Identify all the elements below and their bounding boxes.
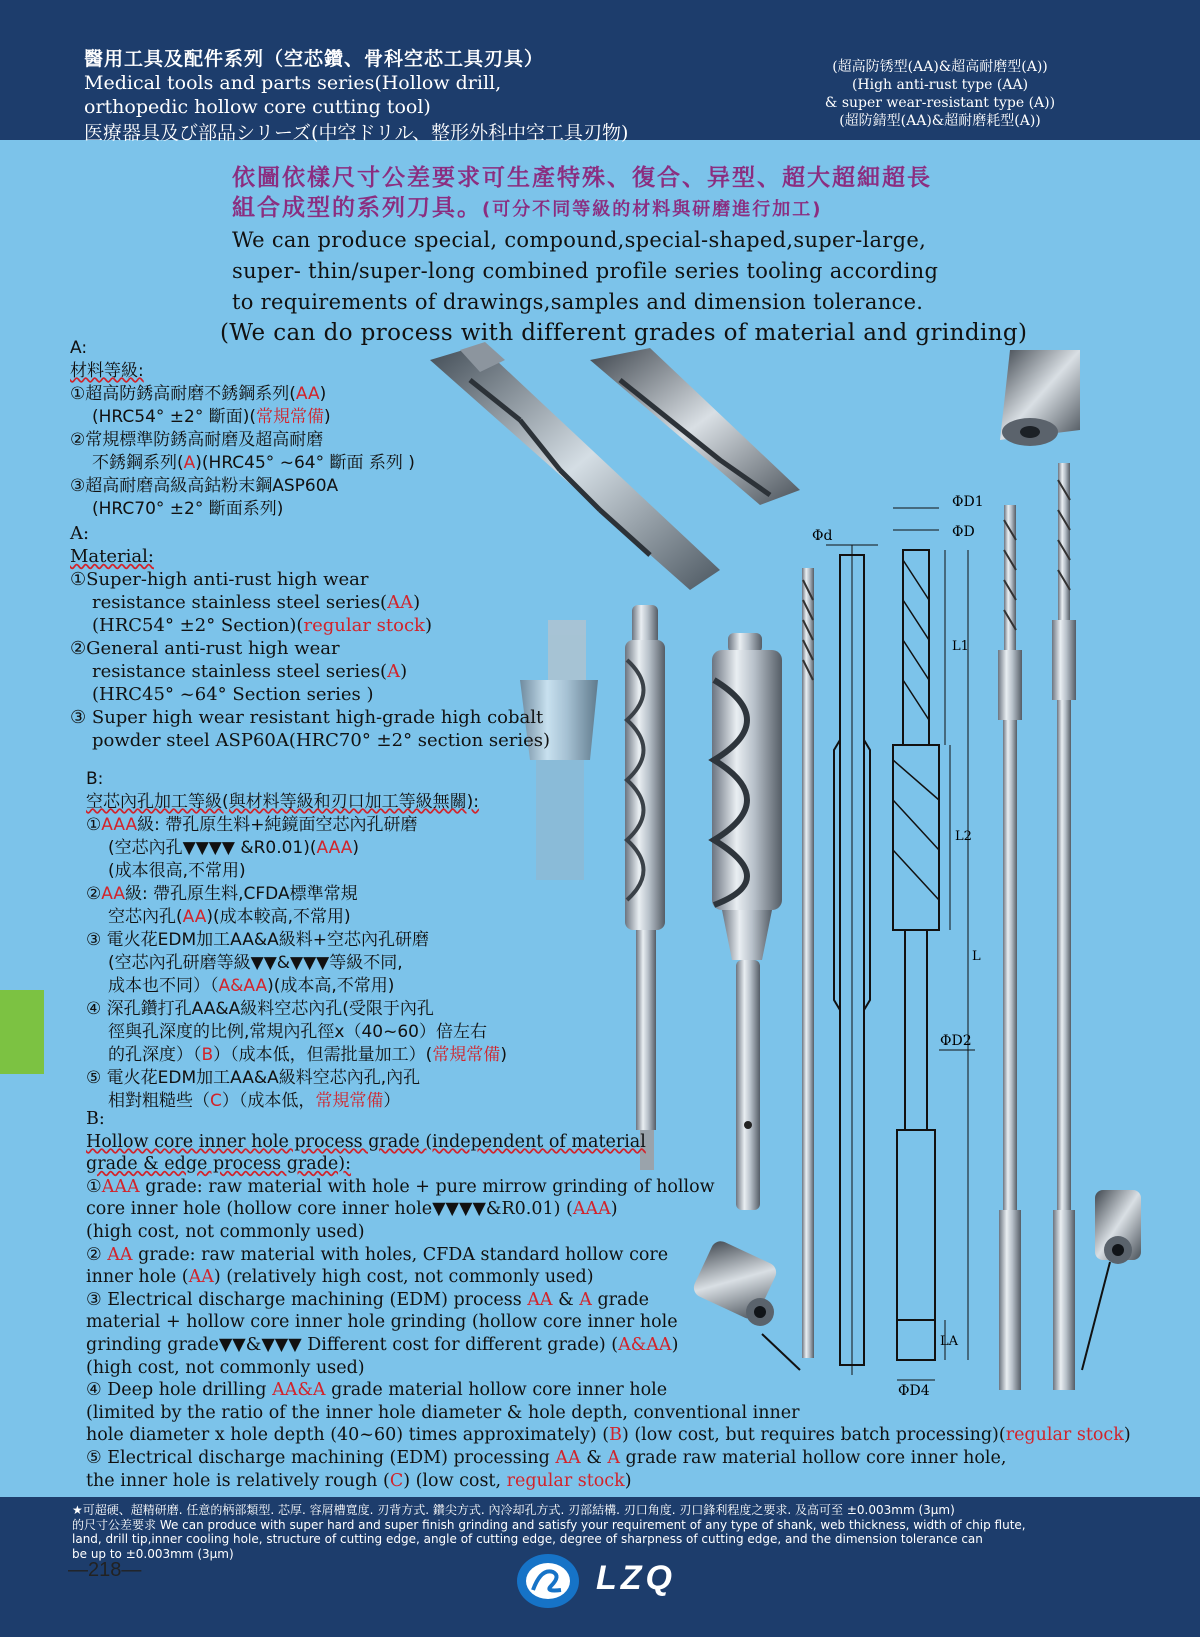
section-tab-marker (0, 990, 44, 1074)
intro-zh-line-1: 依圖依樣尺寸公差要求可生產特殊、復合、异型、超大超細超長 (232, 165, 932, 191)
dim-label-d1: ΦD1 (952, 494, 984, 510)
text: core inner hole (hollow core inner hole▼▼▼▼&R0.01) ( (86, 1199, 573, 1220)
grade-a: A (387, 661, 401, 682)
grade-aa: AA (101, 884, 125, 904)
footer-note-line-2: 的尺寸公差要求 We can produce with super hard and super finish grinding and satisfy your requirement of any type of shank, web thickness, width of chip flute, (72, 1517, 1026, 1532)
intro-en-line-2: super- thin/super-long combined profile series tooling according (232, 259, 939, 283)
section-b-en-heading-2: grade & edge process grade): (86, 1154, 352, 1175)
grade-aa: AA (107, 1244, 133, 1265)
grade-a: A (579, 1289, 592, 1310)
section-b-zh-item-4c (86, 1044, 507, 1067)
section-a-en-item-2: ②General anti-rust high wear (70, 638, 340, 659)
regular-stock: regular stock (506, 1470, 625, 1491)
section-a-en-item-1b (70, 591, 550, 614)
footer-note-line-3: land, drill tip,inner cooling hole, structure of cutting edge, angle of cutting edge, degree of sharpness of cutting edge, and the dimension tolerance can (72, 1532, 983, 1546)
section-b-en-item-2b (86, 1266, 1131, 1289)
section-b-zh-item-3b: (空芯內孔研磨等級▼▼&▼▼▼等級不同, (108, 953, 403, 973)
grade-aa: AA (555, 1447, 581, 1468)
grade-aaa: AAA (572, 1199, 611, 1220)
section-a-zh-item-3b: (HRC70° ±2° 斷面系列) (92, 499, 284, 519)
section-b-zh-item-2 (86, 883, 507, 906)
text: ) (624, 1470, 632, 1491)
text: ② (86, 1244, 108, 1265)
footer-note-line-1: ★可超硬、超精研磨. 任意的柄部類型. 芯厚. 容屑槽寬度. 刃背方式. 鑽尖方式. 內冷却孔方式. 刃部結構. 刃口角度. 刃口鋒利程度之要求. 及高可至 ±0.003mm (3μm) (72, 1503, 955, 1517)
page-number: —218— (68, 1559, 142, 1581)
text: ) (324, 407, 331, 427)
lzq-logo-icon (515, 1552, 581, 1610)
text: ) (424, 615, 432, 636)
text: ) (relatively high cost, not commonly used) (213, 1267, 594, 1288)
intro-en-line-3: to requirements of drawings,samples and dimension tolerance. (232, 290, 924, 314)
regular-stock: 常規常備 (315, 1091, 384, 1111)
intro-zh-line-2b: (可分不同等級的材料與研磨進行加工) (482, 199, 823, 220)
dim-label-la: LA (940, 1334, 959, 1349)
regular-stock: 常規常備 (432, 1045, 501, 1065)
section-a-zh (70, 337, 415, 521)
text: ）（成本低，但需批量加工）( (213, 1045, 433, 1065)
grade-c: C (210, 1091, 222, 1111)
dim-label-d: ΦD (952, 524, 975, 540)
section-a-en-item-3b: powder steel ASP60A(HRC70° ±2° section series) (92, 730, 551, 751)
section-a-en-item-1c (70, 614, 550, 637)
section-a-en-item-2b (70, 660, 550, 683)
section-b-zh-item-3: ③ 電火花EDM加工AA&A級料+空芯內孔研磨 (86, 930, 430, 950)
text: ) (610, 1199, 618, 1220)
text: ⑤ Electrical discharge machining (EDM) processing (86, 1447, 556, 1468)
text: ) (671, 1334, 679, 1355)
text: & (552, 1289, 580, 1310)
grade-b: B (609, 1425, 622, 1446)
page-footer (0, 1497, 1200, 1637)
text: ) (352, 838, 359, 858)
section-a-en (70, 522, 550, 752)
section-b-zh-label: B: (86, 769, 104, 789)
grade-aa: AA (188, 1267, 214, 1288)
text: ) (low cost, but requires batch processing)( (621, 1425, 1006, 1446)
text: grinding grade▼▼&▼▼▼ Different cost for different grade) ( (86, 1334, 619, 1355)
footer-note (72, 1503, 1132, 1561)
header-right-line-4: (超防錆型(AA)&超耐磨耗型(A)) (839, 113, 1041, 129)
section-a-en-label: A: (70, 523, 90, 544)
grade-c: C (389, 1470, 404, 1491)
section-a-zh-item-2: ②常規標準防銹高耐磨及超高耐磨 (70, 430, 324, 450)
header-en-title-1: Medical tools and parts series(Hollow drill, (84, 72, 502, 94)
grade-aaa: AAA (101, 1176, 140, 1197)
section-b-zh-item-3c (86, 975, 507, 998)
grade-aaa: AAA (316, 838, 353, 858)
grade-a: A (183, 453, 196, 473)
section-b-zh-item-1 (86, 814, 507, 837)
grade-b: B (201, 1045, 214, 1065)
section-b-en-item-1c: (high cost, not commonly used) (86, 1221, 365, 1242)
section-a-en-item-1: ①Super-high anti-rust high wear (70, 569, 369, 590)
hollow-drill-photo-3 (1000, 350, 1080, 446)
dim-label-l2: L2 (955, 829, 972, 844)
grade-aaa: AAA (101, 815, 138, 835)
text: resistance stainless steel series( (92, 661, 388, 682)
text: ) (low cost, (403, 1470, 507, 1491)
text: )(成本高,不常用) (267, 976, 395, 996)
dim-label-d2: ΦD2 (940, 1033, 972, 1049)
section-b-zh-item-4b: 徑與孔深度的比例,常規內孔徑x（40~60）倍左右 (108, 1022, 487, 1042)
header-right-line-3: & super wear-resistant type (A)) (824, 95, 1056, 111)
section-b-en (86, 1108, 1131, 1492)
text: ④ Deep hole drilling (86, 1380, 273, 1401)
section-b-en-item-5b (86, 1470, 1131, 1493)
text: ③ Electrical discharge machining (EDM) process (86, 1289, 528, 1310)
section-b-zh-heading: 空芯內孔加工等級(與材料等級和刃口加工等級無關): (86, 792, 479, 812)
dim-label-small-d: Φd (812, 528, 833, 544)
section-b-en-label: B: (86, 1109, 105, 1129)
section-b-en-item-3 (86, 1289, 1131, 1312)
text: grade material hollow core inner hole (325, 1380, 668, 1401)
section-b-en-item-3b: material + hollow core inner hole grinding (hollow core inner hole (86, 1312, 678, 1333)
text: (HRC54° ±2° 斷面)( (92, 407, 257, 427)
section-b-zh-item-4: ④ 深孔鑽打孔AA&A級料空芯內孔(受限于內孔 (86, 999, 434, 1019)
section-a-zh-heading: 材料等級: (70, 361, 144, 381)
regular-stock: 常規常備 (256, 407, 325, 427)
intro-zh-line-2a: 組合成型的系列刀具。 (232, 195, 482, 221)
section-a-zh-item-2b (70, 452, 415, 475)
dim-label-l1: L1 (952, 639, 969, 654)
text: & (580, 1447, 608, 1468)
text: ) (400, 661, 408, 682)
section-b-en-item-2 (86, 1244, 1131, 1267)
section-a-zh-item-1b (70, 406, 415, 429)
grade-aa: AA (182, 907, 207, 927)
intro-en-line-1: We can produce special, compound,special-shaped,super-large, (232, 228, 927, 252)
section-b-en-item-1b (86, 1198, 1131, 1221)
text: )(成本較高,不常用) (206, 907, 351, 927)
section-b-en-item-5 (86, 1447, 1131, 1470)
text: 不銹鋼系列( (92, 453, 184, 473)
grade-aa: AA (295, 384, 320, 404)
text: ) (413, 592, 421, 613)
intro-en-line-4: (We can do process with different grades of material and grinding) (220, 320, 1028, 346)
dim-label-l: L (972, 949, 981, 964)
intro-zh-line-2 (232, 193, 1027, 225)
section-b-zh-item-5: ⑤ 電火花EDM加工AA&A級料空芯內孔,內孔 (86, 1068, 421, 1088)
section-a-zh-item-1 (70, 383, 415, 406)
text: ） (383, 1091, 401, 1111)
text: ) (500, 1045, 507, 1065)
text: resistance stainless steel series( (92, 592, 388, 613)
section-b-zh-item-1b (86, 837, 507, 860)
text: 級: 帶孔原生料+純鏡面空芯內孔研磨 (137, 815, 418, 835)
text: ② (86, 884, 102, 904)
text: grade: raw material with hole + pure mirrow grinding of hollow (139, 1176, 715, 1197)
text: ①超高防銹高耐磨不銹鋼系列( (70, 384, 296, 404)
section-b-en-item-4c (86, 1424, 1131, 1447)
section-b-zh-item-1c: (成本很高,不常用) (108, 861, 246, 881)
text: ) (1123, 1425, 1131, 1446)
section-b-en-item-1 (86, 1176, 1131, 1199)
text: ① (86, 1176, 102, 1197)
section-b-en-item-4b: (limited by the ratio of the inner hole diameter & hole depth, conventional inner (86, 1402, 800, 1423)
text: (HRC54° ±2° Section)( (92, 615, 304, 636)
section-a-zh-label: A: (70, 338, 88, 358)
text: 空芯內孔( (108, 907, 183, 927)
grade-a: A (607, 1447, 620, 1468)
intro-block (220, 163, 1028, 349)
section-b-zh (86, 768, 507, 1113)
text: 成本也不同）（ (108, 976, 219, 996)
header-right-line-1: (超高防锈型(AA)&超高耐磨型(A)) (832, 59, 1048, 75)
text: grade (591, 1289, 650, 1310)
text: 級: 帶孔原生料,CFDA標準常規 (124, 884, 358, 904)
section-a-en-item-3: ③ Super high wear resistant high-grade high cobalt (70, 707, 544, 728)
dim-label-d4: ΦD4 (898, 1383, 930, 1399)
grade-aa-a: AA&A (272, 1380, 326, 1401)
spiral-reamer-photo (625, 605, 665, 1170)
text: grade: raw material with holes, CFDA standard hollow core (132, 1244, 669, 1265)
grade-a-aa: A&AA (218, 976, 268, 996)
section-b-en-item-3c (86, 1334, 1131, 1357)
section-b-en-heading-1: Hollow core inner hole process grade (independent of material (86, 1131, 646, 1152)
text: inner hole ( (86, 1267, 189, 1288)
grade-aa: AA (387, 592, 414, 613)
text: ① (86, 815, 102, 835)
section-a-en-item-2c: (HRC45° ~64° Section series ) (92, 684, 374, 705)
section-b-en-item-3d: (high cost, not commonly used) (86, 1357, 365, 1378)
header-right-line-2: (High anti-rust type (AA) (851, 77, 1029, 93)
text: )(HRC45° ~64° 斷面 系列 ) (195, 453, 415, 473)
text: ）（成本低， (221, 1091, 316, 1111)
footer-note-line-4: be up to ±0.003mm (3μm) (72, 1546, 234, 1561)
brand-name: LZQ (596, 1559, 676, 1597)
regular-stock: regular stock (1005, 1425, 1124, 1446)
regular-stock: regular stock (303, 615, 425, 636)
header-en-title-2: orthopedic hollow core cutting tool) (84, 96, 431, 118)
text: 相對粗糙些（ (108, 1091, 210, 1111)
text: the inner hole is relatively rough ( (86, 1470, 390, 1491)
grade-a-aa: A&AA (618, 1334, 672, 1355)
header-jp-title: 医療器具及び部品シリーズ(中空ドリル、整形外科中空工具刃物) (84, 122, 629, 144)
section-a-zh-item-3: ③超高耐磨高級高鈷粉末鋼ASP60A (70, 476, 339, 496)
grade-aa: AA (527, 1289, 553, 1310)
section-a-en-heading: Material: (70, 546, 154, 567)
section-b-en-item-4 (86, 1379, 1131, 1402)
text: hole diameter x hole depth (40~60) times approximately) ( (86, 1425, 610, 1446)
section-b-zh-item-2b (86, 906, 507, 929)
text: grade raw material hollow core inner hole, (619, 1447, 1007, 1468)
text: ) (319, 384, 327, 404)
header-zh-title: 醫用工具及配件系列（空芯鑽、骨科空芯工具刃具） (84, 48, 545, 70)
text: 的孔深度）（ (108, 1045, 202, 1065)
text: (空芯內孔▼▼▼▼ &R0.01)( (108, 838, 317, 858)
